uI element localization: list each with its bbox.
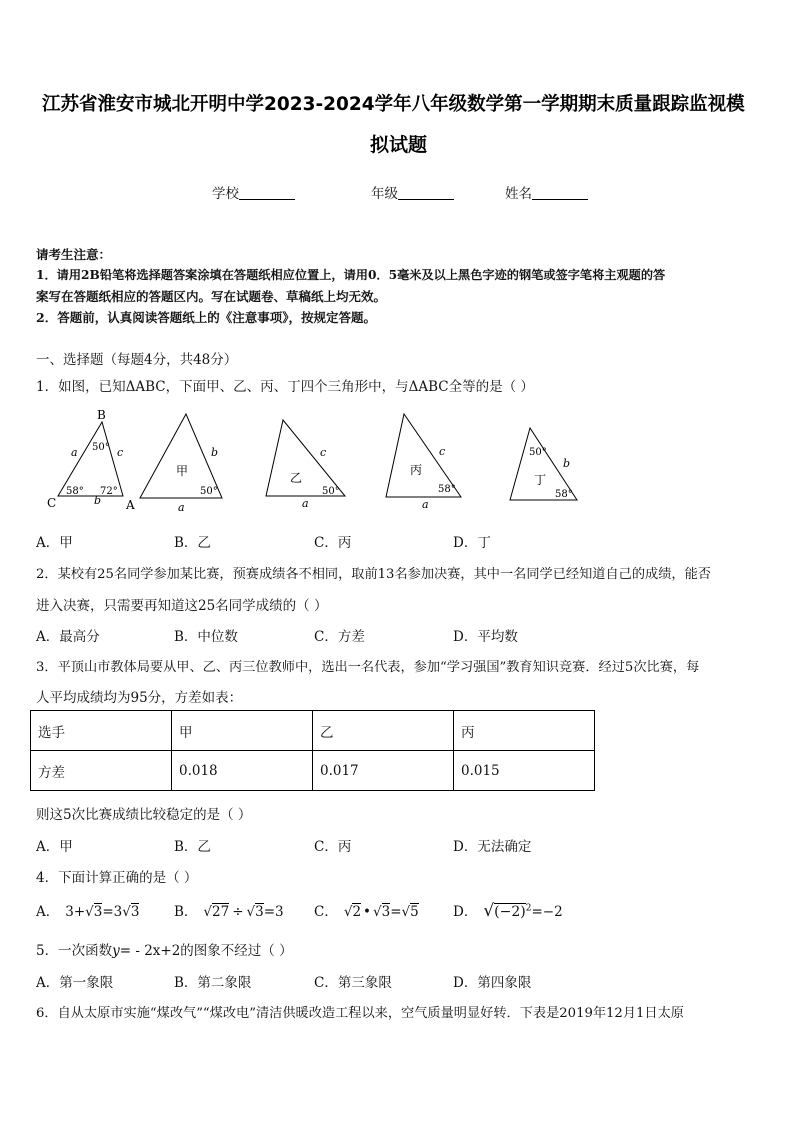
q4-option-a[interactable] [36, 900, 139, 920]
q3-stem-line2: 人平均成绩均为95分，方差如表： [36, 690, 243, 706]
table-cell: 0.017 [313, 751, 454, 791]
bing-name: 丙 [410, 463, 423, 477]
table-row [31, 711, 595, 751]
q1-option-c[interactable]: C．丙 [314, 535, 352, 551]
label-side-b: b [94, 494, 102, 507]
ding-side-b: b [563, 457, 571, 470]
q4-c-label: C． [314, 904, 338, 920]
notice-item2: 2．答题前，认真阅读答题纸上的《注意事项》，按规定答题。 [36, 310, 376, 325]
q4-b-rad: 27 [212, 904, 230, 920]
jia-name: 甲 [176, 464, 189, 478]
q3-option-a[interactable]: A．甲 [36, 839, 73, 855]
q5-stem [36, 939, 293, 959]
exam-title-line2: 拟试题 [370, 134, 428, 156]
ding-name: 丁 [534, 473, 547, 487]
q4-b-eq: =3 [263, 904, 284, 920]
q4-a-label: A． [36, 904, 60, 920]
q4-c-eq: = [390, 904, 402, 920]
variance-table [30, 710, 595, 791]
q3-option-b[interactable]: B．乙 [174, 839, 211, 855]
yi-side-a: a [302, 497, 309, 510]
q4-a-rad: 3 [93, 904, 103, 920]
q4-b-label: B． [174, 904, 198, 920]
name-field [505, 182, 588, 202]
q5-post: = - 2x+2的图象不经过（ ） [119, 943, 293, 959]
sqrt-icon: √ [373, 904, 382, 920]
jia-side-b: b [211, 446, 219, 459]
ding-angle-top: 50° [529, 447, 547, 458]
jia-angle: 50° [200, 486, 218, 497]
table-cell: 0.018 [172, 751, 313, 791]
q3-stem-line1: 3．平顶山市教体局要从甲、乙、丙三位教师中，选出一名代表，参加“学习强国”教育知识竞赛．经过5次比赛，每 [36, 660, 700, 675]
sqrt-icon: √ [401, 904, 411, 920]
q4-option-d[interactable] [453, 900, 563, 921]
school-field [212, 182, 295, 202]
label-B: B [97, 408, 106, 422]
q4-c-rad3: 5 [410, 904, 419, 920]
q1-option-b[interactable]: B．乙 [174, 535, 211, 551]
label-side-c: c [117, 446, 124, 459]
triangle-jia [140, 414, 222, 514]
triangle-abc [47, 408, 135, 512]
q4-c-rad2: 3 [381, 904, 391, 920]
q5-func: y [112, 943, 120, 959]
q5-option-b[interactable]: B．第二象限 [174, 975, 252, 991]
sqrt-icon: √ [343, 904, 353, 920]
q1-option-a[interactable]: A．甲 [36, 535, 73, 551]
q1-figures [0, 405, 794, 515]
grade-field [371, 182, 454, 202]
q4-a-pre: 3+ [65, 904, 86, 920]
angle-A: 72° [100, 486, 118, 497]
table-cell: 丙 [454, 711, 595, 751]
sqrt-icon: √ [122, 904, 131, 920]
grade-label: 年级 [371, 186, 398, 202]
school-blank [239, 187, 295, 200]
angle-C: 58° [66, 486, 84, 497]
ding-angle-br: 58° [555, 489, 573, 500]
name-label: 姓名 [505, 186, 532, 202]
q5-option-c[interactable]: C．第三象限 [314, 975, 392, 991]
q4-option-c[interactable] [314, 900, 419, 920]
section-heading: 一、选择题（每题4分，共48分） [36, 352, 238, 368]
q2-stem-line2: 进入决赛，只需要再知道这25名同学成绩的（ ） [36, 598, 328, 614]
bing-side-c: c [439, 445, 446, 458]
q4-b-op: ÷ [232, 904, 244, 920]
q3-option-c[interactable]: C．丙 [314, 839, 352, 855]
yi-side-c: c [320, 446, 327, 459]
q5-option-a[interactable]: A．第一象限 [36, 975, 114, 991]
bing-angle: 58° [438, 484, 456, 495]
q4-d-exp: 2 [525, 903, 532, 914]
q2-option-c[interactable]: C．方差 [314, 629, 365, 645]
sqrt-icon: √ [203, 904, 213, 920]
q4-option-b[interactable] [174, 900, 284, 920]
table-cell: 方差 [31, 751, 172, 791]
name-blank [532, 187, 588, 200]
jia-side-a: a [178, 501, 185, 514]
q4-d-label: D． [453, 904, 478, 920]
q1-stem: 1．如图，已知ΔABC，下面甲、乙、丙、丁四个三角形中，与ΔABC全等的是（ ） [36, 379, 534, 395]
q2-option-d[interactable]: D．平均数 [453, 629, 518, 645]
triangle-ding [510, 428, 577, 500]
notice-item1-line1: 1．请用2B铅笔将选择题答案涂填在答题纸相应位置上，请用0．5毫米及以上黑色字迹的钢笔或签字笔将主观题的答 [36, 268, 666, 282]
table-cell: 甲 [172, 711, 313, 751]
notice-heading: 请考生注意： [36, 247, 112, 262]
q6-stem-line1: 6．自从太原市实施“煤改气”“煤改电”清洁供暖改造工程以来，空气质量明显好转．下表是2019年12月1日太原 [36, 1006, 684, 1021]
q2-option-b[interactable]: B．中位数 [174, 629, 238, 645]
q3-option-d[interactable]: D．无法确定 [453, 839, 532, 855]
grade-blank [398, 187, 454, 200]
triangle-yi [266, 420, 345, 510]
bing-side-a: a [422, 498, 429, 511]
q4-d-eq: =−2 [531, 904, 563, 920]
q2-stem-line1: 2．某校有25名同学参加某比赛，预赛成绩各不相同，取前13名参加决赛，其中一名同学已经知道自己的成绩，能否 [36, 567, 711, 582]
school-label: 学校 [212, 186, 239, 202]
q4-c-op: • [363, 904, 372, 920]
q4-stem: 4．下面计算正确的是（ ） [36, 870, 198, 886]
q4-a-eq: =3 [102, 904, 123, 920]
q4-b-rad2: 3 [255, 904, 264, 920]
q4-a-rad2: 3 [130, 904, 140, 920]
q5-option-d[interactable]: D．第四象限 [453, 975, 532, 991]
yi-name: 乙 [290, 471, 303, 485]
table-row [31, 751, 595, 791]
sqrt-icon: √ [85, 904, 94, 920]
label-side-a: a [71, 446, 78, 459]
label-C: C [47, 496, 57, 510]
triangle-bing [386, 414, 461, 511]
sqrt-icon: √ [246, 904, 256, 920]
angle-B: 50° [92, 442, 110, 453]
exam-title-line1: 江苏省淮安市城北开明中学2023-2024学年八年级数学第一学期期末质量跟踪监视模 [42, 94, 745, 115]
q1-option-d[interactable]: D．丁 [453, 535, 491, 551]
yi-angle: 50° [322, 486, 340, 497]
table-cell: 乙 [313, 711, 454, 751]
table-cell: 选手 [31, 711, 172, 751]
q2-option-a[interactable]: A．最高分 [36, 629, 100, 645]
q3-question: 则这5次比赛成绩比较稳定的是（ ） [36, 807, 252, 823]
sqrt-icon: √ [483, 901, 495, 921]
q4-c-rad: 2 [352, 904, 362, 920]
table-cell: 0.015 [454, 751, 595, 791]
notice-item1-line2: 案写在答题纸相应的答题区内。写在试题卷、草稿纸上均无效。 [36, 289, 387, 304]
q4-d-inner: (−2) [494, 904, 526, 920]
label-A: A [126, 498, 135, 512]
q5-pre: 5．一次函数 [36, 943, 113, 959]
